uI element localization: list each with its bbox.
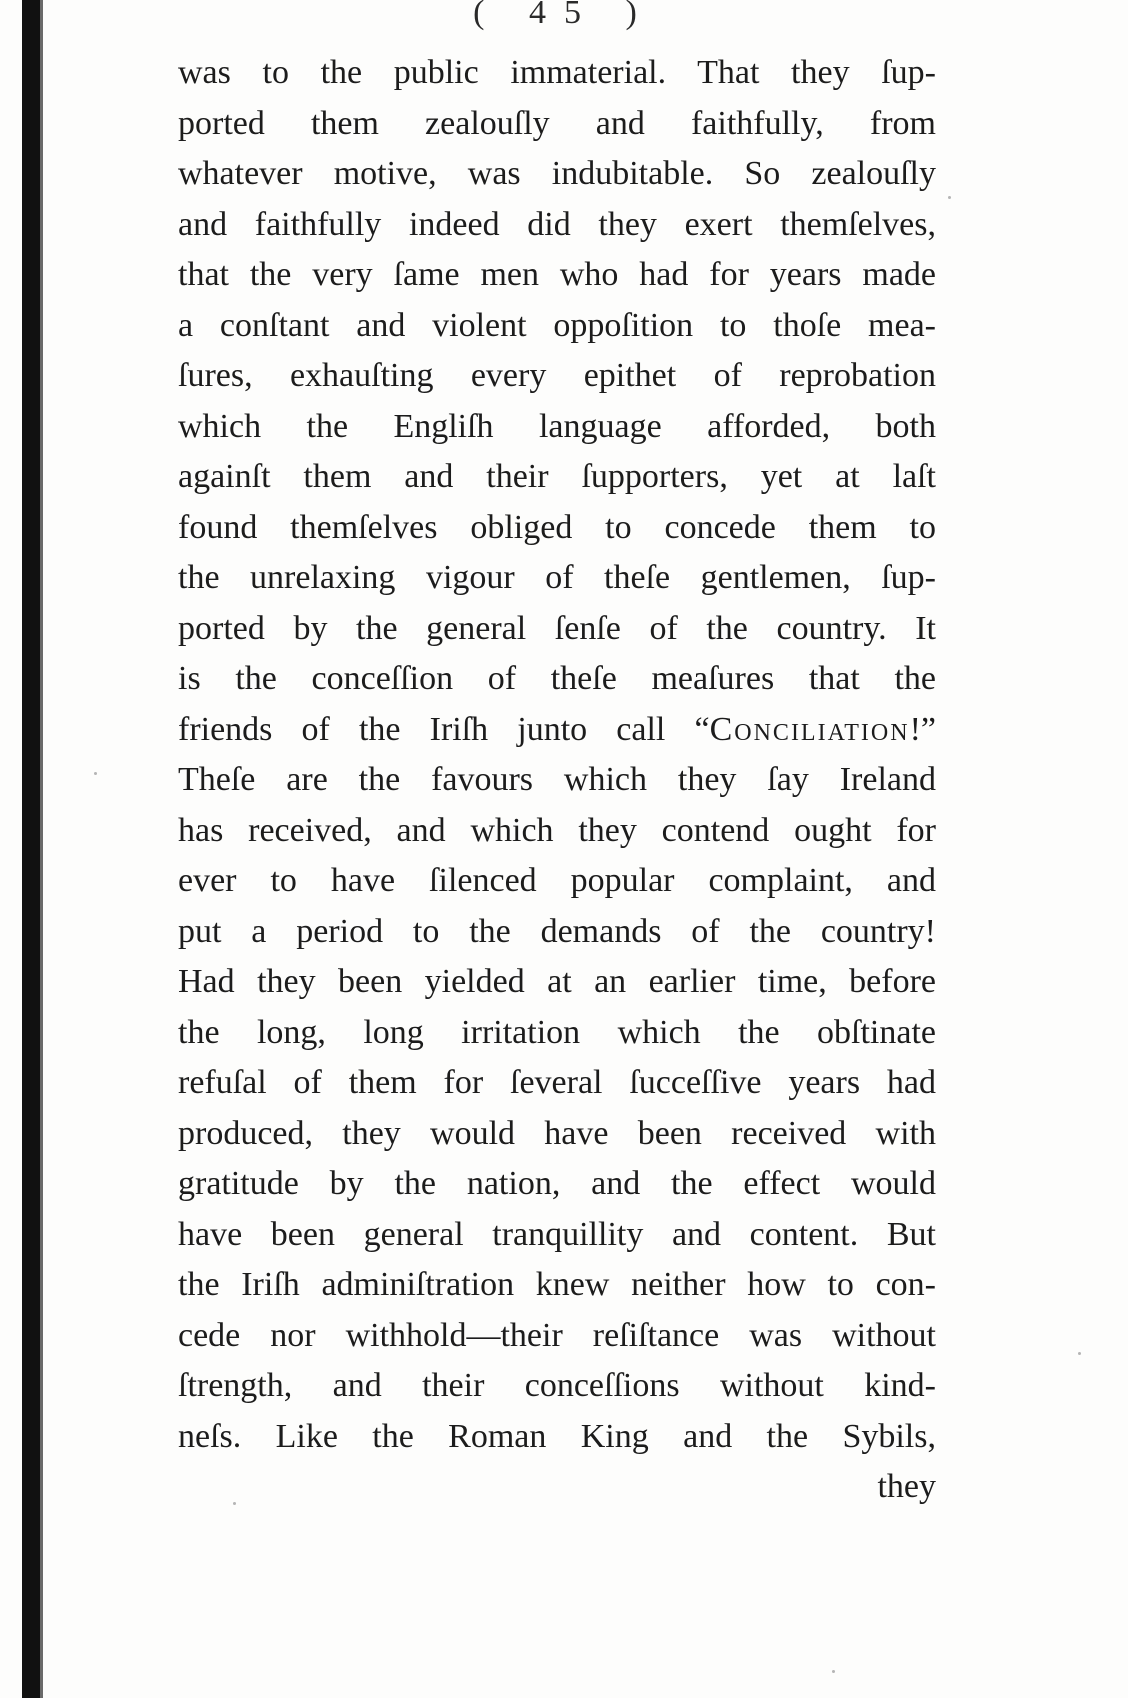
text-line: refuſal of them for ſeveral ſucceſſive years had xyxy=(178,1064,936,1101)
paper-speck xyxy=(233,1502,236,1505)
text-line: is the conceſſion of theſe meaſures that the xyxy=(178,660,936,697)
page-number: ( 45 ) xyxy=(473,0,655,31)
body-text xyxy=(178,48,936,1513)
text-line: ported by the general ſenſe of the country. It xyxy=(178,609,936,647)
text-line: a conſtant and violent oppoſition to thoſe mea- xyxy=(178,306,936,344)
text-line: cede nor withhold—their reſiſtance was without xyxy=(178,1316,936,1354)
text-line: was to the public immaterial. That they ſup- xyxy=(178,54,936,91)
text-line: Had they been yielded at an earlier time, before xyxy=(178,963,936,1000)
text-line: has received, and which they contend ought for xyxy=(178,811,936,849)
text-line: friends of the Iriſh junto call “Conciliation!” xyxy=(178,710,936,748)
paper-speck xyxy=(94,772,97,775)
text-line: ever to have ſilenced popular complaint, and xyxy=(178,862,936,899)
text-line: which the Engliſh language afforded, both xyxy=(178,407,936,445)
text-line: ſtrength, and their conceſſions without kind- xyxy=(178,1367,936,1404)
paper-speck xyxy=(1078,1352,1081,1355)
text-line: have been general tranquillity and content. But xyxy=(178,1215,936,1253)
text-line: that the very ſame men who had for years made xyxy=(178,256,936,293)
text-line: neſs. Like the Roman King and the Sybils, xyxy=(178,1417,936,1455)
book-binding-edge xyxy=(22,0,40,1698)
paper-speck xyxy=(948,196,951,199)
text-line: gratitude by the nation, and the effect would xyxy=(178,1165,936,1202)
text-line: ported them zealouſly and faithfully, from xyxy=(178,104,936,142)
text-line: the unrelaxing vigour of theſe gentlemen, ſup- xyxy=(178,559,936,596)
text-line: againſt them and their ſupporters, yet at laſt xyxy=(178,458,936,495)
text-line: the long, long irritation which the obſtinate xyxy=(178,1013,936,1051)
text-line: Theſe are the favours which they ſay Ireland xyxy=(178,761,936,798)
emphasis-small-caps: Conciliation xyxy=(709,710,910,748)
book-binding-shadow xyxy=(40,0,43,1698)
catchword: they xyxy=(877,1468,936,1505)
text-line: whatever motive, was indubitable. So zealouſly xyxy=(178,155,936,192)
text-line: found themſelves obliged to concede them to xyxy=(178,508,936,546)
text-line: the Iriſh adminiſtration knew neither how to con- xyxy=(178,1266,936,1303)
paper-speck xyxy=(832,1670,835,1673)
text-line: and faithfully indeed did they exert themſelves, xyxy=(178,205,936,243)
text-line: produced, they would have been received with xyxy=(178,1114,936,1152)
text-line: ſures, exhauſting every epithet of reprobation xyxy=(178,357,936,394)
text-line: put a period to the demands of the country! xyxy=(178,912,936,950)
